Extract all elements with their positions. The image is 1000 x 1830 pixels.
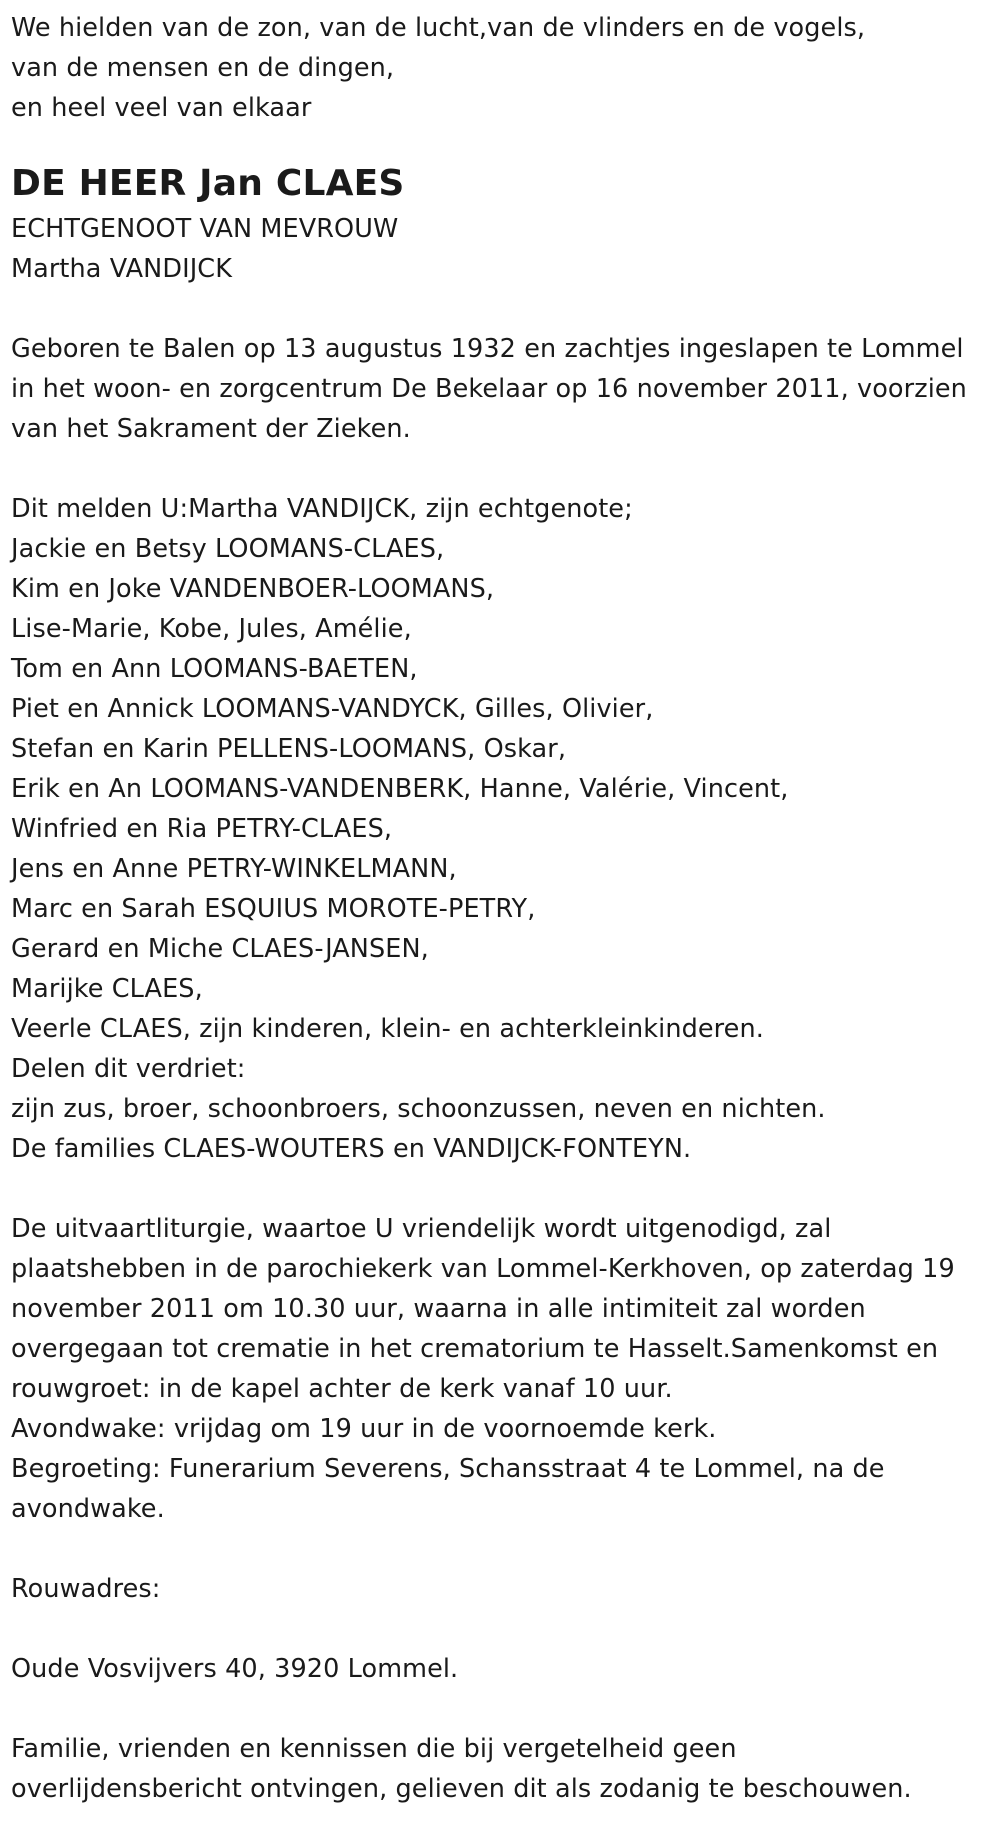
address-value: Oude Vosvijvers 40, 3920 Lommel. [11, 1654, 459, 1684]
announcer-line: Erik en An LOOMANS-VANDENBERK, Hanne, Valérie, Vincent, [11, 774, 789, 804]
funeral-line: Begroeting: Funerarium Severens, Schansstraat 4 te Lommel, na de [11, 1454, 885, 1484]
birth-death-line: Geboren te Balen op 13 augustus 1932 en zachtjes ingeslapen te Lommel [11, 334, 964, 364]
announcer-line: Dit melden U:Martha VANDIJCK, zijn echtgenote; [11, 494, 633, 524]
announcer-line: Veerle CLAES, zijn kinderen, klein- en achterkleinkinderen. [11, 1014, 764, 1044]
deceased-block [11, 159, 1000, 289]
announcer-line: Tom en Ann LOOMANS-BAETEN, [11, 654, 418, 684]
motto-line: We hielden van de zon, van de lucht,van de vlinders en de vogels, [11, 13, 866, 43]
deceased-name: DE HEER Jan CLAES [11, 163, 405, 204]
announcer-line: Kim en Joke VANDENBOER-LOOMANS, [11, 574, 495, 604]
announcer-line: Delen dit verdriet: [11, 1054, 246, 1084]
birth-death-line: in het woon- en zorgcentrum De Bekelaar op 16 november 2011, voorzien [11, 374, 967, 404]
announcer-line: Marijke CLAES, [11, 974, 203, 1004]
announcer-line: Winfried en Ria PETRY-CLAES, [11, 814, 393, 844]
address-label-block [11, 1569, 1000, 1609]
birth-death-block [11, 329, 1000, 449]
address-label: Rouwadres: [11, 1574, 161, 1604]
announcer-line: zijn zus, broer, schoonbroers, schoonzussen, neven en nichten. [11, 1094, 826, 1124]
funeral-line: rouwgroet: in de kapel achter de kerk vanaf 10 uur. [11, 1374, 673, 1404]
announcer-line: De families CLAES-WOUTERS en VANDIJCK-FONTEYN. [11, 1134, 692, 1164]
relation-line: Martha VANDIJCK [11, 254, 233, 284]
birth-death-line: van het Sakrament der Zieken. [11, 414, 411, 444]
announcer-line: Piet en Annick LOOMANS-VANDYCK, Gilles, Olivier, [11, 694, 654, 724]
funeral-line: plaatshebben in de parochiekerk van Lommel-Kerkhoven, op zaterdag 19 [11, 1254, 955, 1284]
announcers-block [11, 489, 1000, 1169]
announcer-line: Jackie en Betsy LOOMANS-CLAES, [11, 534, 445, 564]
closing-line: Familie, vrienden en kennissen die bij vergetelheid geen [11, 1734, 737, 1764]
funeral-line: overgegaan tot crematie in het crematorium te Hasselt.Samenkomst en [11, 1334, 939, 1364]
address-value-block [11, 1649, 1000, 1689]
funeral-line: Avondwake: vrijdag om 19 uur in de voornoemde kerk. [11, 1414, 717, 1444]
announcer-line: Marc en Sarah ESQUIUS MOROTE-PETRY, [11, 894, 536, 924]
closing-block [11, 1729, 1000, 1809]
announcer-line: Jens en Anne PETRY-WINKELMANN, [11, 854, 457, 884]
funeral-line: november 2011 om 10.30 uur, waarna in alle intimiteit zal worden [11, 1294, 866, 1324]
motto-line: en heel veel van elkaar [11, 93, 312, 123]
announcer-line: Gerard en Miche CLAES-JANSEN, [11, 934, 429, 964]
closing-line: overlijdensbericht ontvingen, gelieven dit als zodanig te beschouwen. [11, 1774, 912, 1804]
motto-block [11, 8, 1000, 128]
relation-line: ECHTGENOOT VAN MEVROUW [11, 214, 399, 244]
announcer-line: Stefan en Karin PELLENS-LOOMANS, Oskar, [11, 734, 567, 764]
funeral-line: avondwake. [11, 1494, 165, 1524]
funeral-line: De uitvaartliturgie, waartoe U vriendelijk wordt uitgenodigd, zal [11, 1214, 832, 1244]
announcer-line: Lise-Marie, Kobe, Jules, Amélie, [11, 614, 412, 644]
motto-line: van de mensen en de dingen, [11, 53, 395, 83]
funeral-block [11, 1209, 1000, 1529]
